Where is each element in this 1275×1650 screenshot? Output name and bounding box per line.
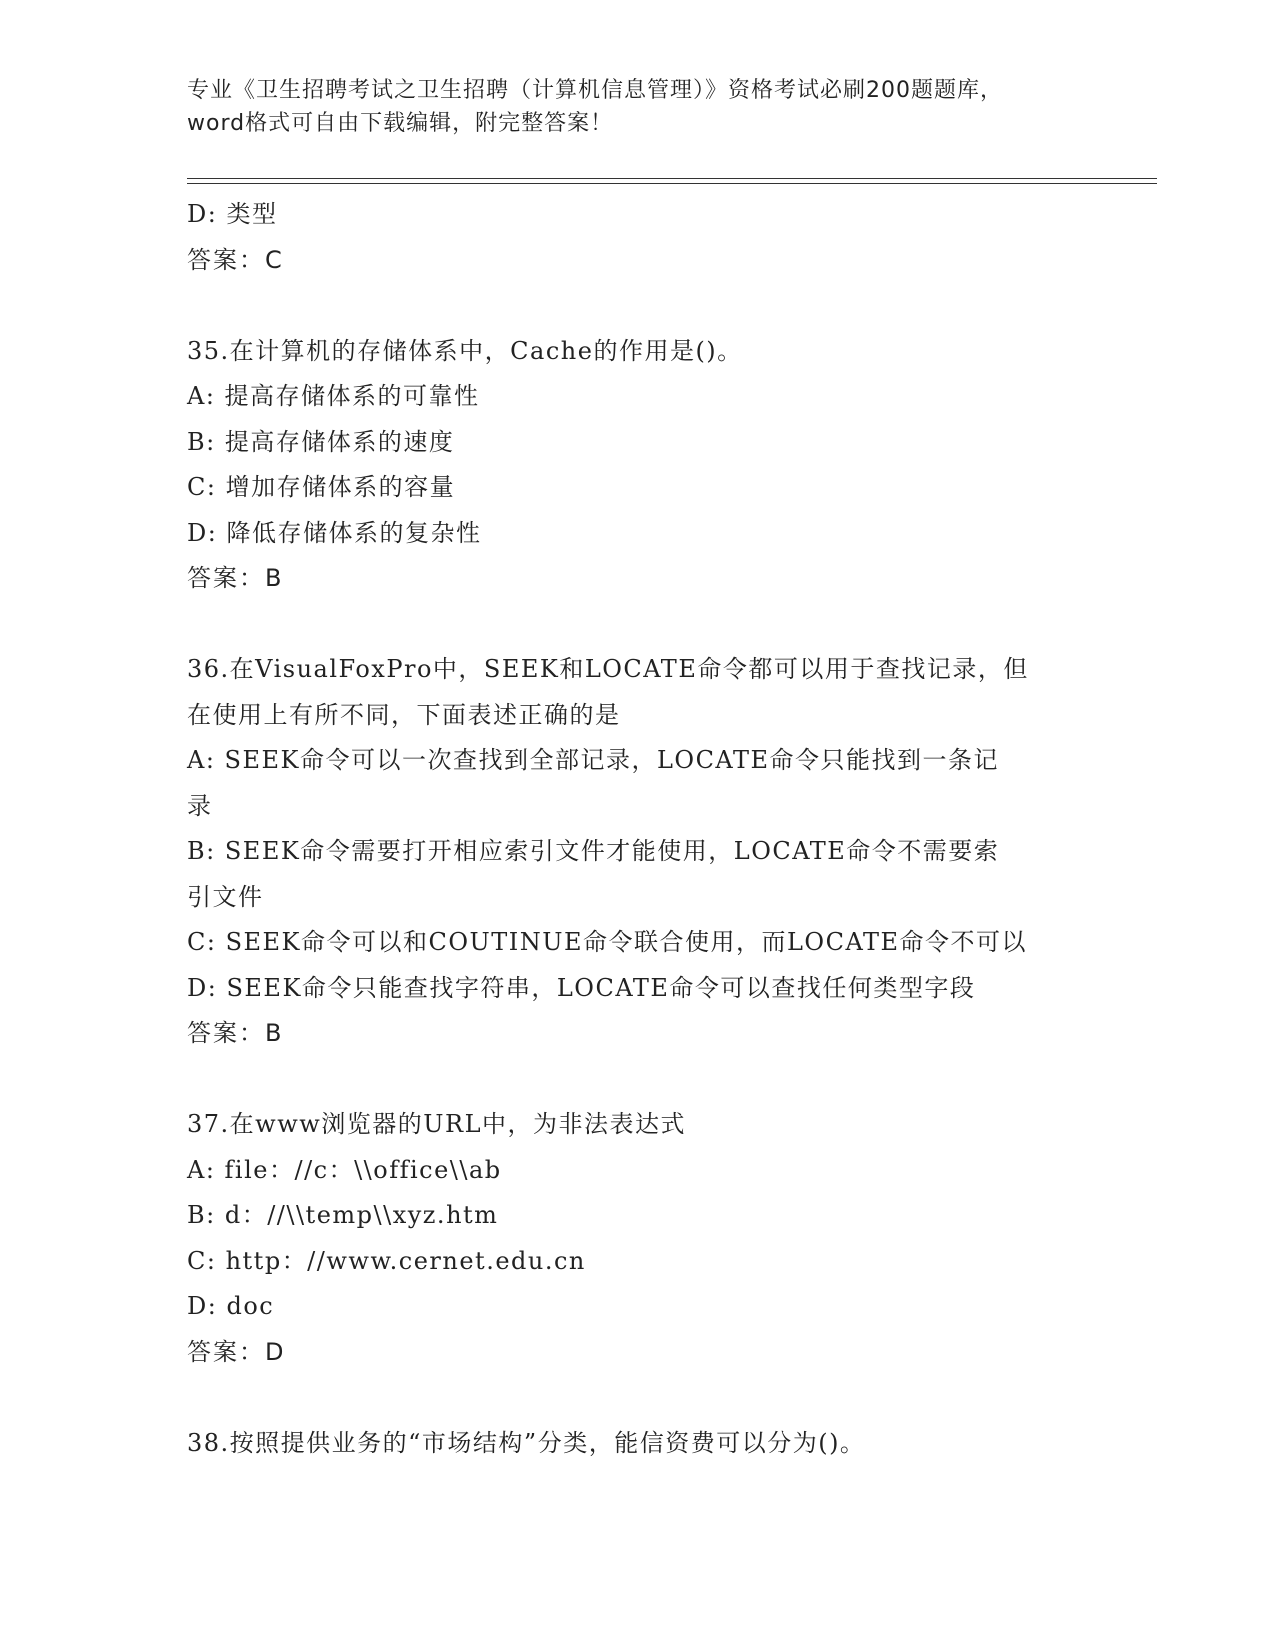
header-line-1: 专业《卫生招聘考试之卫生招聘（计算机信息管理）》资格考试必刷200题题库，: [187, 78, 1003, 103]
option-c: C: SEEK命令可以和COUTINUE命令联合使用，而LOCATE命令不可以: [187, 928, 1028, 956]
question-37: [187, 1102, 1087, 1375]
question-38: [187, 1421, 1087, 1467]
header-divider-top: [187, 178, 1157, 179]
option-b: B: d：//\\temp\\xyz.htm: [187, 1201, 499, 1229]
option-d: D: doc: [187, 1292, 275, 1320]
header-line-2: word格式可自由下载编辑，附完整答案！: [187, 111, 614, 136]
option-b-line-1: B: SEEK命令需要打开相应索引文件才能使用，LOCATE命令不需要索: [187, 837, 1000, 865]
question-stem-line-2: 在使用上有所不同，下面表述正确的是: [187, 700, 621, 729]
answer-line: 答案：C: [187, 245, 284, 274]
question-spacer: [187, 1375, 1087, 1421]
header-divider-bottom: [187, 183, 1157, 184]
option-a-line-1: A: SEEK命令可以一次查找到全部记录，LOCATE命令只能找到一条记: [187, 746, 999, 774]
answer-line: 答案：D: [187, 1337, 286, 1366]
previous-question-tail: [187, 192, 1087, 283]
question-spacer: [187, 1057, 1087, 1103]
option-a: A: 提高存储体系的可靠性: [187, 382, 480, 410]
option-c: C: http：//www.cernet.edu.cn: [187, 1246, 586, 1275]
answer-line: 答案：B: [187, 1019, 284, 1047]
option-d: D: 降低存储体系的复杂性: [187, 518, 482, 547]
option-d: D: SEEK命令只能查找字符串，LOCATE命令可以查找任何类型字段: [187, 973, 976, 1002]
option-b-line-2: 引文件: [187, 882, 264, 911]
option-a: A: file：//c：\\office\\ab: [187, 1155, 502, 1184]
question-stem: 37.在www浏览器的URL中，为非法表达式: [187, 1110, 687, 1138]
question-35: [187, 329, 1087, 602]
question-content: [187, 192, 1087, 1466]
option-b: B: 提高存储体系的速度: [187, 427, 455, 456]
option-d: D: 类型: [187, 200, 278, 228]
option-a-line-2: 录: [187, 791, 213, 820]
question-36: [187, 647, 1087, 1057]
question-spacer: [187, 283, 1087, 329]
option-c: C: 增加存储体系的容量: [187, 473, 456, 501]
answer-line: 答案：B: [187, 564, 284, 592]
question-stem: 38.按照提供业务的“市场结构”分类，能信资费可以分为()。: [187, 1428, 866, 1457]
question-stem-line-1: 36.在VisualFoxPro中，SEEK和LOCATE命令都可以用于查找记录，但: [187, 655, 1029, 683]
question-spacer: [187, 602, 1087, 648]
document-header: [187, 74, 1087, 140]
question-stem: 35.在计算机的存储体系中，Cache的作用是()。: [187, 336, 743, 365]
